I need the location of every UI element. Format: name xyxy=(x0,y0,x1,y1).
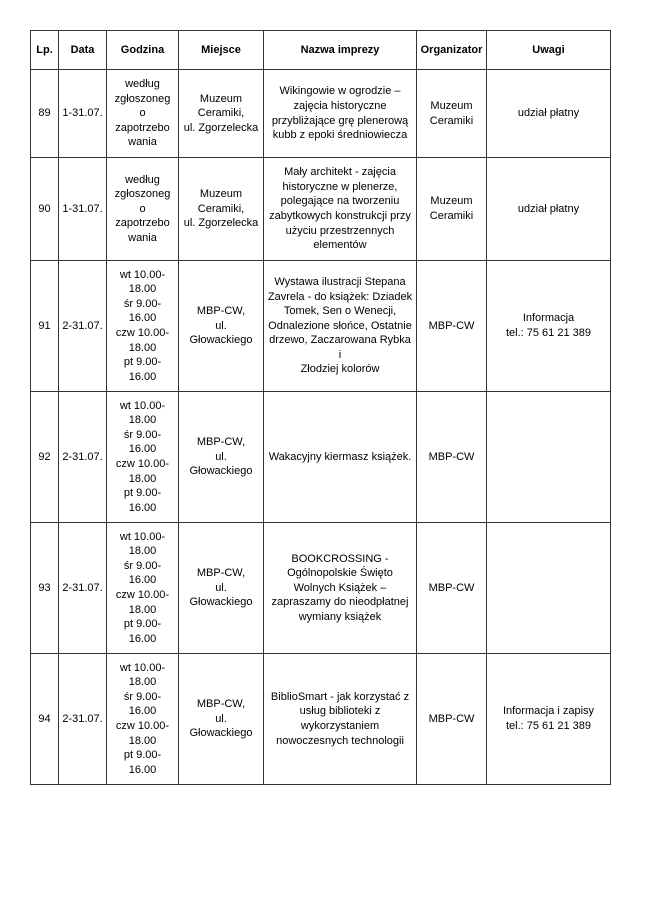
cell-lp: 91 xyxy=(31,261,59,392)
cell-godzina: wt 10.00- 18.00 śr 9.00- 16.00 czw 10.00- 18.00 pt 9.00- 16.00 xyxy=(107,392,179,523)
table-row xyxy=(31,654,611,785)
table-row xyxy=(31,523,611,654)
cell-data: 2-31.07. xyxy=(59,392,107,523)
cell-organizator: Muzeum Ceramiki xyxy=(417,70,487,158)
header-nazwa-imprezy: Nazwa imprezy xyxy=(264,31,417,70)
table-row xyxy=(31,158,611,261)
cell-organizator: MBP-CW xyxy=(417,392,487,523)
header-uwagi: Uwagi xyxy=(487,31,611,70)
events-table xyxy=(30,30,611,785)
cell-organizator: MBP-CW xyxy=(417,523,487,654)
cell-uwagi: udział płatny xyxy=(487,158,611,261)
table-row xyxy=(31,392,611,523)
cell-godzina: według zgłoszoneg o zapotrzebo wania xyxy=(107,70,179,158)
header-row xyxy=(31,31,611,70)
cell-uwagi xyxy=(487,392,611,523)
cell-nazwa-imprezy: BiblioSmart - jak korzystać z usług biblioteki z wykorzystaniem nowoczesnych technologii xyxy=(264,654,417,785)
cell-organizator: MBP-CW xyxy=(417,654,487,785)
cell-miejsce: MBP-CW, ul. Głowackiego xyxy=(179,654,264,785)
cell-organizator: MBP-CW xyxy=(417,261,487,392)
cell-lp: 94 xyxy=(31,654,59,785)
table-row xyxy=(31,261,611,392)
cell-data: 2-31.07. xyxy=(59,654,107,785)
cell-uwagi: Informacja i zapisy tel.: 75 61 21 389 xyxy=(487,654,611,785)
cell-nazwa-imprezy: Mały architekt - zajęcia historyczne w plenerze, polegające na tworzeniu zabytkowych konstrukcji przy użyciu przestrzennych elementów xyxy=(264,158,417,261)
header-data: Data xyxy=(59,31,107,70)
cell-miejsce: MBP-CW, ul. Głowackiego xyxy=(179,392,264,523)
cell-miejsce: MBP-CW, ul. Głowackiego xyxy=(179,523,264,654)
cell-miejsce: Muzeum Ceramiki, ul. Zgorzelecka xyxy=(179,158,264,261)
cell-organizator: Muzeum Ceramiki xyxy=(417,158,487,261)
cell-nazwa-imprezy: Wystawa ilustracji Stepana Zavrela - do książek: Dziadek Tomek, Sen o Wenecji, Odnalezione słońce, Ostatnie drzewo, Zaczarowana Rybka i Złodziej kolorów xyxy=(264,261,417,392)
cell-data: 1-31.07. xyxy=(59,70,107,158)
cell-lp: 93 xyxy=(31,523,59,654)
cell-lp: 92 xyxy=(31,392,59,523)
header-godzina: Godzina xyxy=(107,31,179,70)
cell-data: 2-31.07. xyxy=(59,261,107,392)
cell-data: 2-31.07. xyxy=(59,523,107,654)
cell-nazwa-imprezy: Wikingowie w ogrodzie – zajęcia historyczne przybliżające grę plenerową kubb z epoki średniowiecza xyxy=(264,70,417,158)
cell-nazwa-imprezy: Wakacyjny kiermasz książek. xyxy=(264,392,417,523)
cell-godzina: wt 10.00- 18.00 śr 9.00- 16.00 czw 10.00- 18.00 pt 9.00- 16.00 xyxy=(107,261,179,392)
cell-miejsce: Muzeum Ceramiki, ul. Zgorzelecka xyxy=(179,70,264,158)
table-row xyxy=(31,70,611,158)
cell-lp: 90 xyxy=(31,158,59,261)
cell-lp: 89 xyxy=(31,70,59,158)
cell-uwagi: Informacja tel.: 75 61 21 389 xyxy=(487,261,611,392)
cell-uwagi: udział płatny xyxy=(487,70,611,158)
header-lp: Lp. xyxy=(31,31,59,70)
cell-godzina: wt 10.00- 18.00 śr 9.00- 16.00 czw 10.00- 18.00 pt 9.00- 16.00 xyxy=(107,654,179,785)
cell-godzina: według zgłoszoneg o zapotrzebo wania xyxy=(107,158,179,261)
header-organizator: Organizator xyxy=(417,31,487,70)
cell-godzina: wt 10.00- 18.00 śr 9.00- 16.00 czw 10.00- 18.00 pt 9.00- 16.00 xyxy=(107,523,179,654)
cell-nazwa-imprezy: BOOKCROSSING - Ogólnopolskie Święto Wolnych Książek – zapraszamy do nieodpłatnej wymiany książek xyxy=(264,523,417,654)
cell-data: 1-31.07. xyxy=(59,158,107,261)
cell-miejsce: MBP-CW, ul. Głowackiego xyxy=(179,261,264,392)
header-miejsce: Miejsce xyxy=(179,31,264,70)
cell-uwagi xyxy=(487,523,611,654)
